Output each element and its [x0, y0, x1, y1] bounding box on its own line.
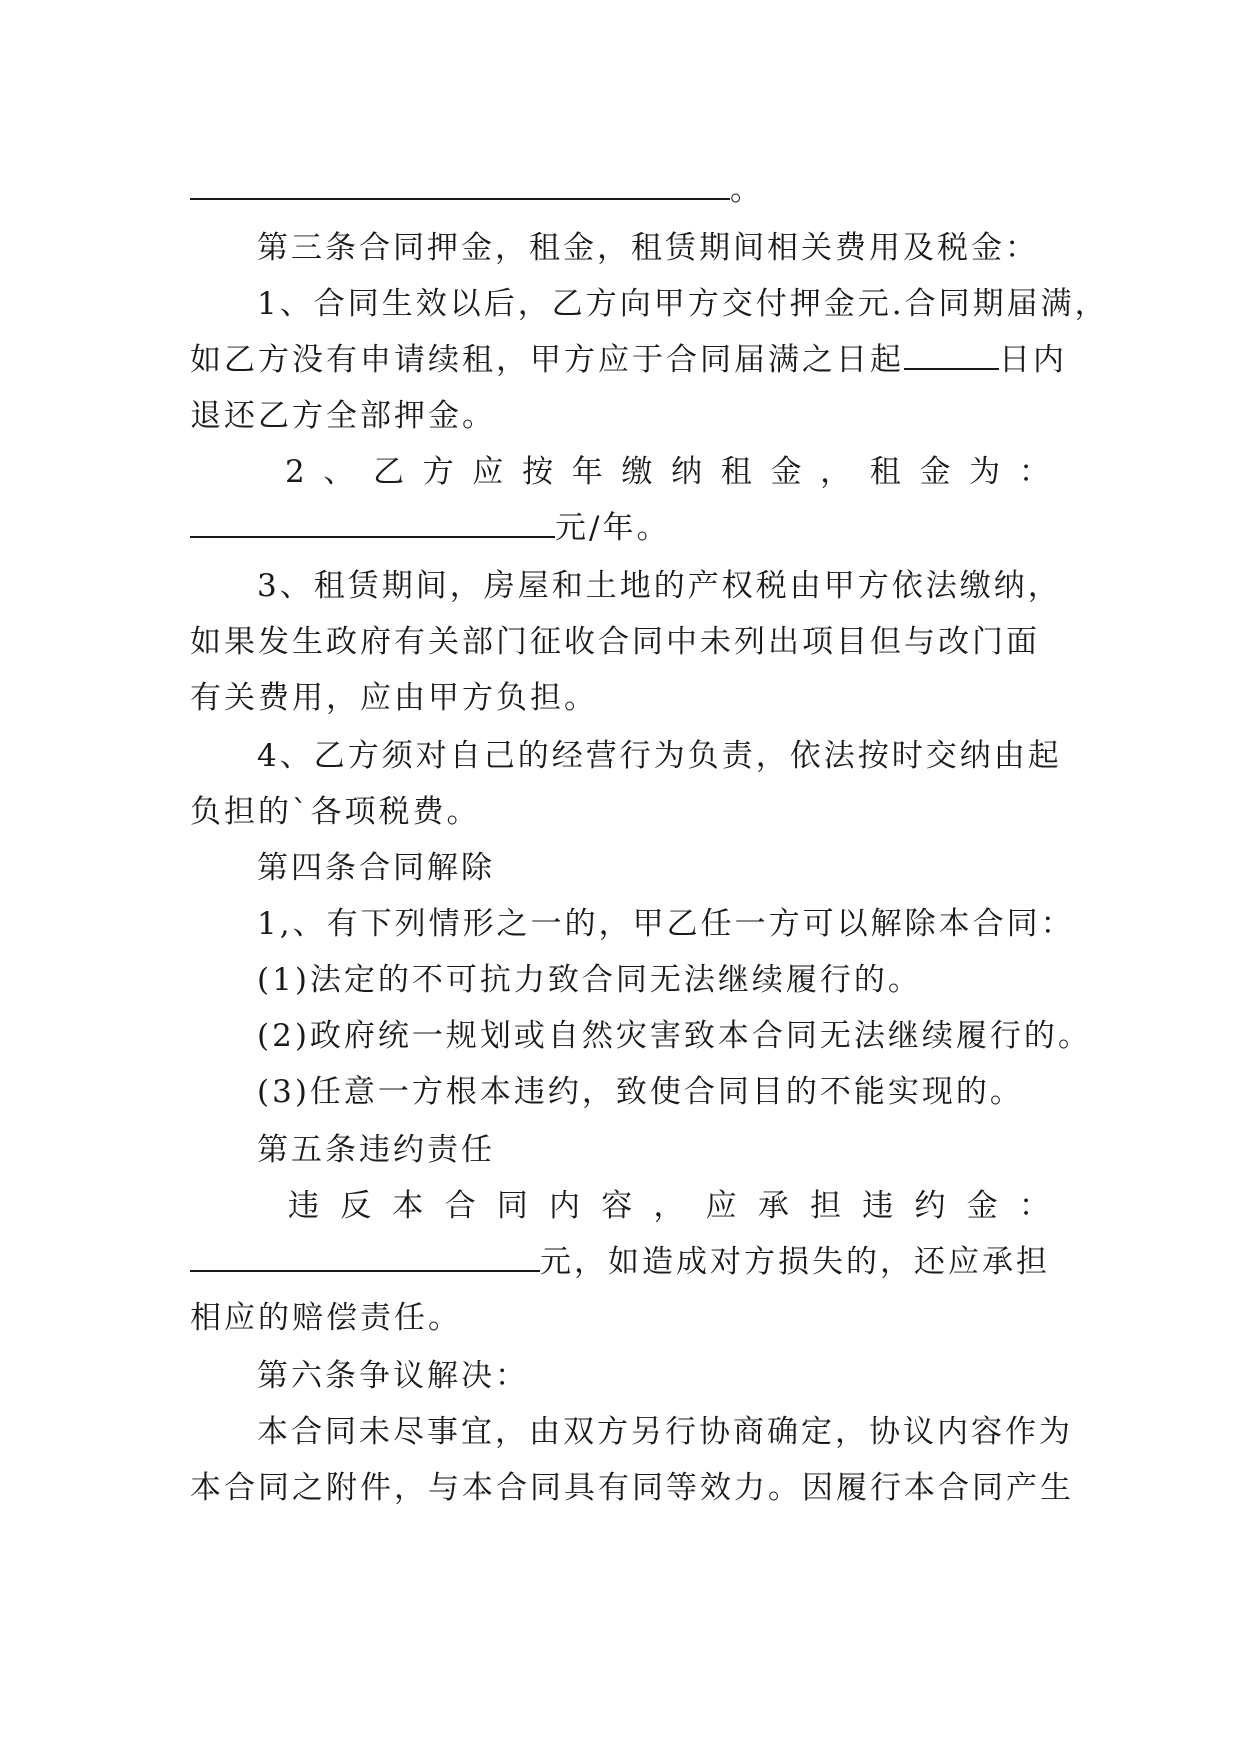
fill-blank: [904, 340, 999, 370]
art5-para1-line2: [190, 1242, 1050, 1282]
spaced-char: 担: [810, 1188, 842, 1224]
spaced-char: 为: [969, 454, 1001, 490]
art3-para4-line2: 负担的`各项税费。: [190, 794, 481, 830]
spaced-char: ：: [1018, 1188, 1050, 1224]
text-segment: 如乙方没有申请续租，甲方应于合同届满之日起: [190, 342, 904, 378]
spaced-char: 方: [422, 454, 454, 490]
art3-para3-line2: 如果发生政府有关部门征收合同中未列出项目但与改门面: [190, 624, 1040, 660]
spaced-char: 承: [757, 1188, 789, 1224]
spaced-char: 应: [472, 454, 504, 490]
spaced-char: ：: [1018, 454, 1050, 490]
fill-blank: [190, 1242, 540, 1272]
spaced-char: 内: [549, 1188, 581, 1224]
text-segment: 日内: [999, 342, 1067, 378]
spaced-char: 金: [966, 1188, 998, 1224]
spaced-char: 乙: [373, 454, 405, 490]
spaced-char: 2: [285, 454, 305, 490]
art3-para3-line3: 有关费用，应由甲方负担。: [190, 680, 598, 716]
art3-para4-line1: 4、乙方须对自己的经营行为负责，依法按时交纳由起: [257, 738, 1062, 774]
text-segment: 元/年。: [555, 510, 671, 546]
article-3-title: 第三条合同押金，租金，租赁期间相关费用及税金：: [257, 230, 1039, 266]
spaced-char: 容: [601, 1188, 633, 1224]
article-5-title: 第五条违约责任: [257, 1132, 495, 1168]
text-period: 。: [730, 172, 764, 208]
art6-para1-line1: 本合同未尽事宜，由双方另行协商确定，协议内容作为: [257, 1414, 1073, 1450]
art4-item1: (1)法定的不可抗力致合同无法继续履行的。: [257, 962, 922, 998]
spaced-char: 违: [862, 1188, 894, 1224]
art4-para1: 1,、有下列情形之一的，甲乙任一方可以解除本合同：: [257, 906, 1075, 942]
art3-para1-line1: 1、合同生效以后，乙方向甲方交付押金元.合同期届满，: [257, 286, 1109, 322]
spaced-char: ，: [820, 454, 852, 490]
spaced-char: 纳: [671, 454, 703, 490]
text-segment: 元，如造成对方损失的，还应承担: [540, 1244, 1050, 1280]
spaced-char: 金: [770, 454, 802, 490]
fill-blank: [190, 508, 555, 538]
spaced-char: 租: [869, 454, 901, 490]
spaced-char: 年: [571, 454, 603, 490]
spaced-char: 租: [720, 454, 752, 490]
spaced-char: 缴: [621, 454, 653, 490]
article-4-title: 第四条合同解除: [257, 850, 495, 886]
spaced-char: 反: [340, 1188, 372, 1224]
spaced-char: 金: [919, 454, 951, 490]
article-6-title: 第六条争议解决：: [257, 1358, 529, 1394]
blank-line-top: [190, 170, 764, 210]
spaced-char: 约: [914, 1188, 946, 1224]
art3-para1-line2: [190, 340, 1067, 380]
spaced-char: 合: [444, 1188, 476, 1224]
spaced-char: 本: [392, 1188, 424, 1224]
spaced-char: ，: [653, 1188, 685, 1224]
spaced-char: 、: [323, 454, 355, 490]
art3-para3-line1: 3、租赁期间，房屋和土地的产权税由甲方依法缴纳，: [257, 568, 1062, 604]
art4-item3: (3)任意一方根本违约，致使合同目的不能实现的。: [257, 1074, 1024, 1110]
art5-para1-line1: [288, 1186, 1050, 1226]
art3-para2-line2: [190, 508, 670, 548]
art3-para2-line1: [285, 452, 1050, 492]
art5-para1-line3: 相应的赔偿责任。: [190, 1300, 462, 1336]
spaced-char: 按: [522, 454, 554, 490]
art6-para1-line2: 本合同之附件，与本合同具有同等效力。因履行本合同产生: [190, 1470, 1074, 1506]
spaced-char: 违: [288, 1188, 319, 1224]
spaced-char: 应: [705, 1188, 737, 1224]
art3-para1-line3: 退还乙方全部押金。: [190, 398, 496, 434]
fill-blank: [190, 170, 730, 200]
art4-item2: (2)政府统一规划或自然灾害致本合同无法继续履行的。: [257, 1018, 1092, 1054]
spaced-char: 同: [496, 1188, 528, 1224]
